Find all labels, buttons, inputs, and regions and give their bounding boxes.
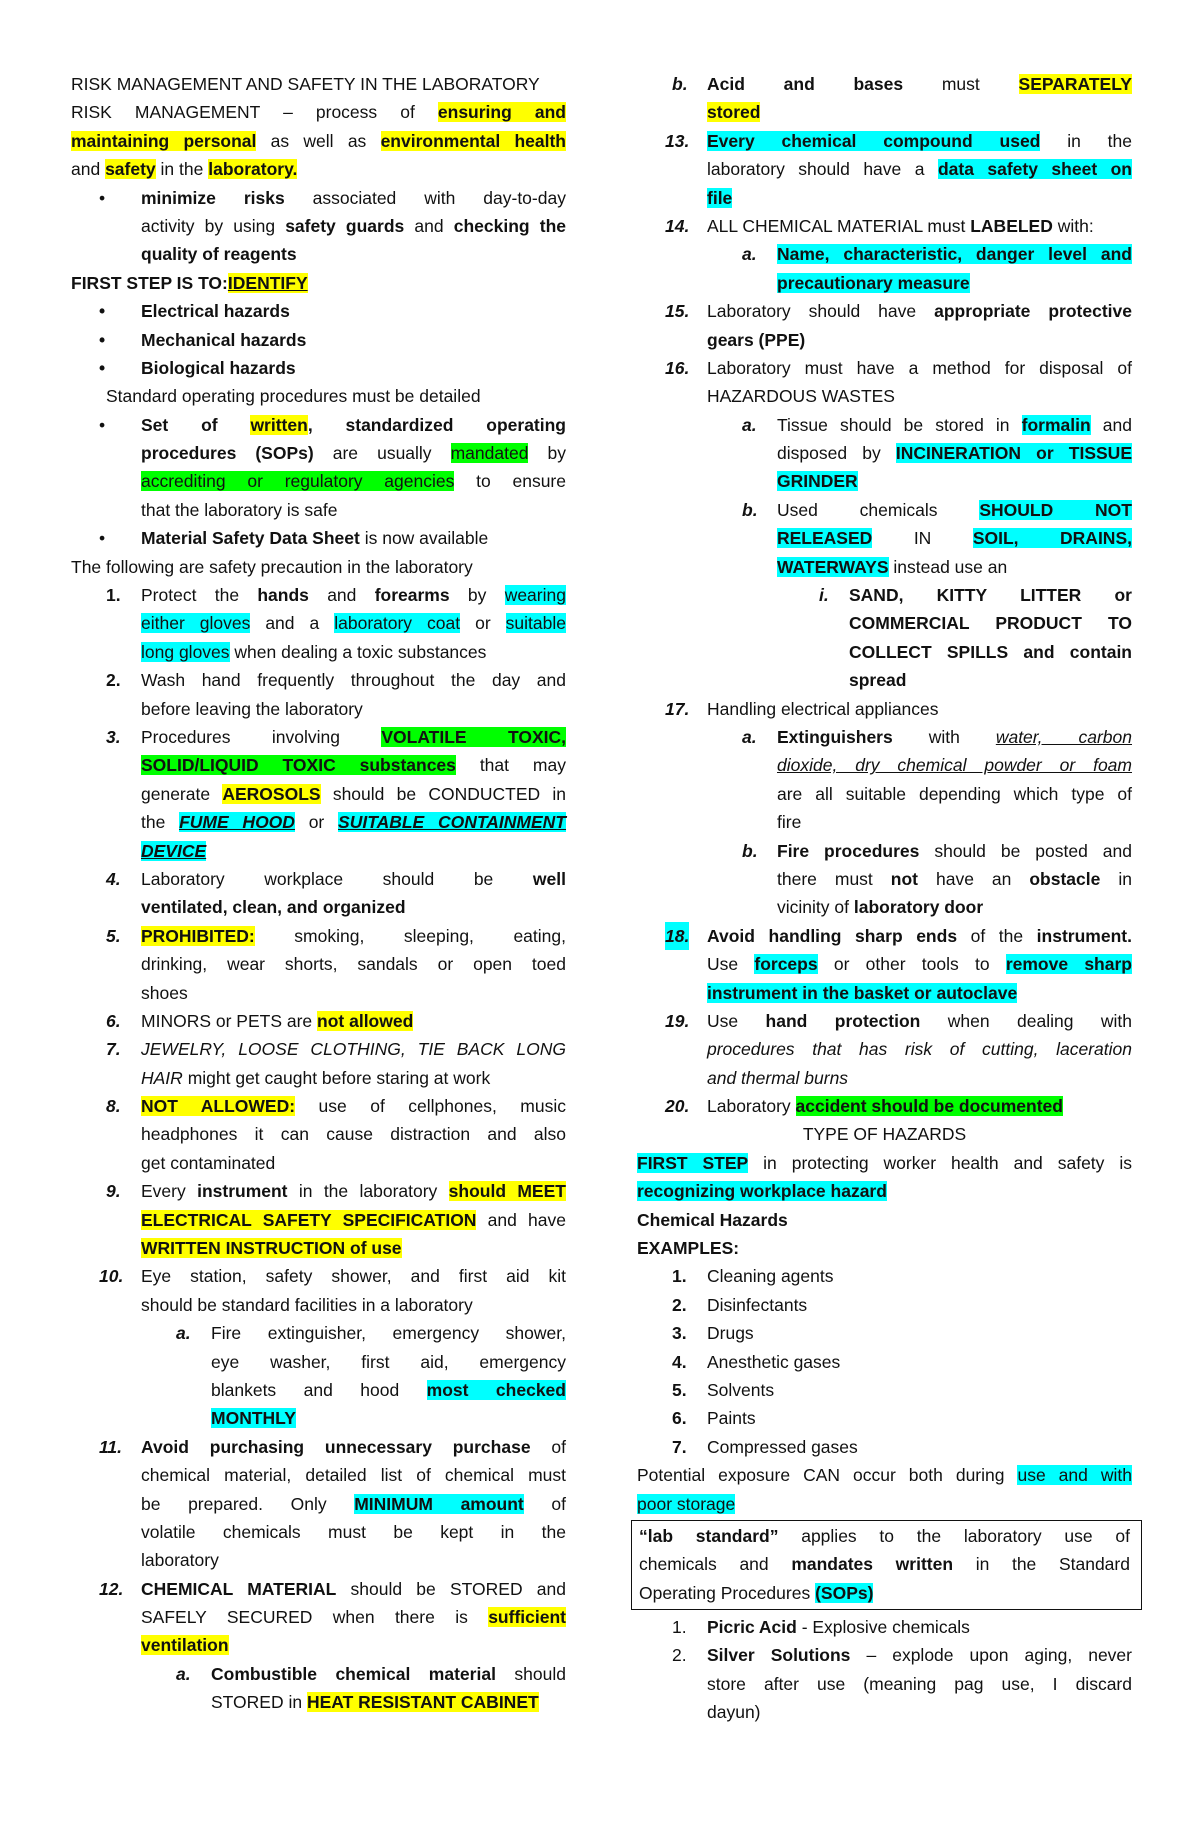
list-item: 2. Wash hand frequently throughout the day and before leaving the laboratory: [106, 670, 566, 719]
sub-item: b. Acid and bases must SEPARATELY stored: [672, 74, 1132, 123]
list-item: 6. Paints: [672, 1408, 756, 1429]
list-item: 4. Anesthetic gases: [672, 1351, 841, 1372]
list-item: 7. JEWELRY, LOOSE CLOTHING, TIE BACK LONG HAIR might get caught before staring at work: [106, 1039, 566, 1088]
sop-intro: Standard operating procedures must be detailed: [106, 386, 481, 407]
list-item: 8. NOT ALLOWED: use of cellphones, music headphones it can cause distraction and also get contaminated: [106, 1096, 566, 1173]
list-item: 3. Procedures involving VOLATILE TOXIC, SOLID/LIQUID TOXIC substances that may generate AEROSOLS should be CONDUCTED in the FUME HOOD or SUITABLE CONTAINMENT DEVICE: [106, 726, 566, 861]
list-item: 16. Laboratory must have a method for disposal of HAZARDOUS WASTES a. Tissue should be stored in formalin and disposed by INCINERATION or TISSUE GRINDER b. Used chemicals SHOULD NOT RELEASED IN SOIL, DRAINS, WATERWAYS instead use an i. SAND, KITTY LITTER or COMMERCIAL PRODUCT TO COLLECT SPILLS and contain spread: [637, 354, 1132, 695]
list-item: 12. CHEMICAL MATERIAL should be STORED and SAFELY SECURED when there is sufficient ventilation a. Combustible chemical material should STORED in HEAT RESISTANT CABINET: [71, 1575, 566, 1717]
list-item: 2. Silver Solutions – explode upon aging, never store after use (meaning pag use, I discard dayun): [672, 1645, 1132, 1723]
list-item: Biological hazards: [141, 357, 296, 378]
msds-bullet: • Material Safety Data Sheet is now available: [99, 528, 489, 549]
page-title: RISK MANAGEMENT AND SAFETY IN THE LABORATORY: [71, 74, 540, 94]
list-item: Electrical hazards: [141, 301, 290, 322]
list-item: 14. ALL CHEMICAL MATERIAL must LABELED with: a. Name, characteristic, danger level and precautionary measure: [637, 212, 1132, 297]
final-list: [637, 1613, 1132, 1727]
sub-item: a. Combustible chemical material should STORED in HEAT RESISTANT CABINET: [176, 1663, 566, 1713]
list-item: 17. Handling electrical appliances a. Extinguishers with water, carbon dioxide, dry chemical powder or foam are all suitable depending which type of fire b. Fire procedures should be posted and there must not have an obstacle in vicinity of laboratory door: [637, 695, 1132, 922]
list-item: 9. Every instrument in the laboratory should MEET ELECTRICAL SAFETY SPECIFICATION and have WRITTEN INSTRUCTION of use: [106, 1181, 566, 1259]
list-item: 18. Avoid handling sharp ends of the instrument. Use forceps or other tools to remove sharp instrument in the basket or autoclave: [637, 922, 1132, 1007]
list-item: 5. Solvents: [672, 1379, 775, 1400]
list-item: 3. Drugs: [672, 1323, 754, 1344]
sub-item: a. Name, characteristic, danger level and precautionary measure: [742, 244, 1132, 293]
first-step-paragraph: FIRST STEP in protecting worker health and safety is recognizing workplace hazard: [637, 1152, 1132, 1202]
examples-list: [637, 1262, 1132, 1461]
examples-label: EXAMPLES:: [637, 1238, 740, 1259]
list-item: 19. Use hand protection when dealing with procedures that has risk of cutting, laceration and thermal burns: [665, 1010, 1132, 1088]
sub-item: b. Fire procedures should be posted and there must not have an obstacle in vicinity of laboratory door: [742, 840, 1132, 918]
exposure-paragraph: Potential exposure CAN occur both during use and with poor storage: [637, 1465, 1132, 1514]
sub-item: a. Fire extinguisher, emergency shower, eye washer, first aid, emergency blankets and hood most checked MONTHLY: [176, 1323, 566, 1429]
list-item: 15. Laboratory should have appropriate protective gears (PPE): [665, 301, 1132, 350]
left-column: [71, 70, 566, 1717]
chemical-hazards-heading: Chemical Hazards: [637, 1209, 788, 1230]
list-item: 10. Eye station, safety shower, and first aid kit should be standard facilities in a laboratory a. Fire extinguisher, emergency shower, eye washer, first aid, emergency blankets and hood most checked MONTHLY: [71, 1262, 566, 1432]
list-item: 20. Laboratory accident should be documented: [665, 1096, 1063, 1117]
list-item: 6. MINORS or PETS are not allowed: [106, 1010, 414, 1031]
precaution-intro: The following are safety precaution in the laboratory: [71, 556, 473, 577]
list-item: 5. PROHIBITED: smoking, sleeping, eating, drinking, wear shorts, sandals or open toed shoes: [106, 925, 566, 1003]
list-item: 7. Compressed gases: [672, 1436, 858, 1457]
right-column: [637, 70, 1132, 1727]
sub-item: a. Tissue should be stored in formalin and disposed by INCINERATION or TISSUE GRINDER: [742, 414, 1132, 492]
sop-bullet: • Set of written, standardized operating procedures (SOPs) are usually mandated by accrediting or regulatory agencies to ensure that the laboratory is safe: [99, 414, 566, 520]
list-item: 1. Protect the hands and forearms by wearing either gloves and a laboratory coat or suitable long gloves when dealing a toxic substances: [106, 585, 566, 662]
risk-management-definition: RISK MANAGEMENT – process of ensuring and maintaining personal as well as environmental health and safety in the laboratory.: [71, 102, 566, 180]
list-item: 11. Avoid purchasing unnecessary purchase of chemical material, detailed list of chemical must be prepared. Only MINIMUM amount of volatile chemicals must be kept in the laboratory: [99, 1436, 566, 1571]
list-item: 1. Picric Acid - Explosive chemicals: [672, 1617, 970, 1638]
sub-sub-item: i. SAND, KITTY LITTER or COMMERCIAL PRODUCT TO COLLECT SPILLS and contain spread: [819, 585, 1132, 691]
first-step-identify: FIRST STEP IS TO:IDENTIFY: [71, 272, 308, 293]
list-item: 1. Cleaning agents: [672, 1266, 834, 1287]
sub-item: a. Extinguishers with water, carbon dioxide, dry chemical powder or foam are all suitable depending which type of fire: [742, 726, 1132, 833]
list-item: Mechanical hazards: [141, 329, 307, 350]
list-item: 2. Disinfectants: [672, 1294, 808, 1315]
minimize-risks-bullet: • minimize risks associated with day-to-day activity by using safety guards and checking the quality of reagents: [99, 187, 566, 265]
section-heading: TYPE OF HAZARDS: [802, 1124, 967, 1145]
list-item: 13. Every chemical compound used in the laboratory should have a data safety sheet on file: [665, 130, 1133, 208]
list-item: 4. Laboratory workplace should be well ventilated, clean, and organized: [106, 868, 566, 918]
sub-item: b. Used chemicals SHOULD NOT RELEASED IN SOIL, DRAINS, WATERWAYS instead use an i. SAND, KITTY LITTER or COMMERCIAL PRODUCT TO COLLECT SPILLS and contain spread: [707, 496, 1132, 695]
lab-standard-box: “lab standard” applies to the laboratory use of chemicals and mandates written in the Standard Operating Procedures (SOPs): [637, 1522, 1132, 1607]
hazard-bullets: • Electrical hazards • Mechanical hazards • Biological hazards: [99, 301, 307, 378]
